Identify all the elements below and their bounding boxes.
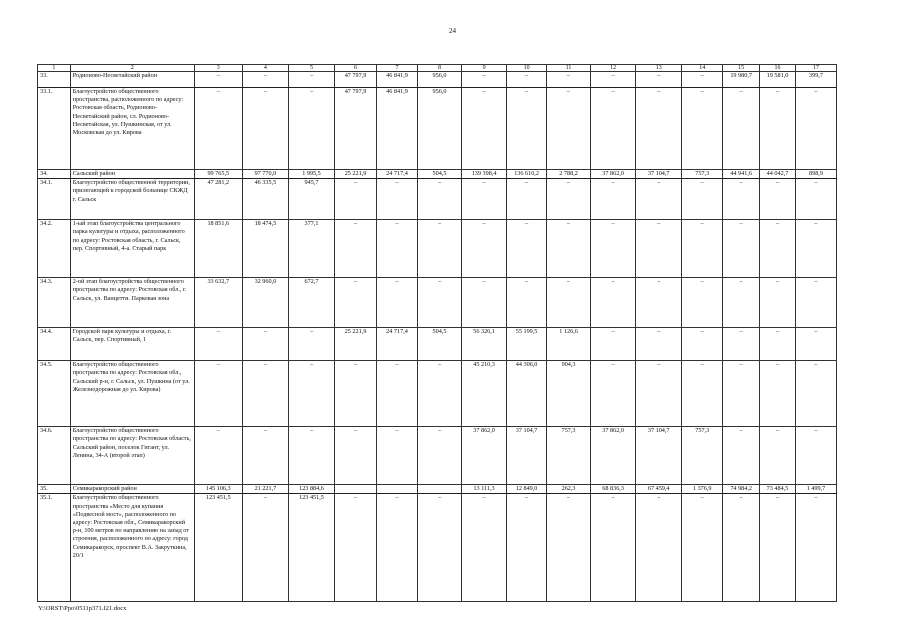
value-cell: 24 717,4 <box>377 170 418 179</box>
table-row <box>38 88 837 170</box>
value-cell: 1 376,9 <box>682 485 723 494</box>
value-cell: 45 210,3 <box>462 361 507 427</box>
row-id-cell: 35. <box>38 485 71 494</box>
column-number-cell: 12 <box>591 65 636 72</box>
value-cell: – <box>417 494 461 602</box>
value-cell: – <box>462 220 507 278</box>
row-id-cell: 34.3. <box>38 278 71 328</box>
value-cell: – <box>723 328 760 361</box>
value-cell: – <box>194 427 242 485</box>
row-name-cell: Благоустройство общественной территории, прилегающей к городской больнице СКЖД г. Сальск <box>70 179 194 220</box>
value-cell: – <box>417 427 461 485</box>
row-name-cell: Благоустройство общественного пространства «Место для купания «Подвесной мост», расположенного по адресу: Ростовская обл., Семикаракорский р-н, 100 метров по направлению на запад от строения, расположенного по адресу: город Семикаракорск, проспект В.А. Закруткина, 20/1 <box>70 494 194 602</box>
value-cell: 67 459,4 <box>636 485 682 494</box>
column-number-cell: 3 <box>194 65 242 72</box>
value-cell: 19 980,7 <box>723 72 760 88</box>
value-cell: – <box>760 361 796 427</box>
row-name-cell: 2-ой этап благоустройства общественного пространства по адресу: Ростовская обл., г. Сальск, ул. Ванцетти. Парковая зона <box>70 278 194 328</box>
value-cell: – <box>591 278 636 328</box>
value-cell: 757,3 <box>682 170 723 179</box>
value-cell: 68 836,3 <box>591 485 636 494</box>
value-cell: – <box>288 72 334 88</box>
value-cell: 32 960,0 <box>242 278 288 328</box>
value-cell: – <box>636 494 682 602</box>
value-cell: – <box>194 88 242 170</box>
value-cell: – <box>462 278 507 328</box>
value-cell: 47 797,9 <box>335 88 377 170</box>
value-cell: 399,7 <box>795 72 836 88</box>
value-cell: – <box>547 179 591 220</box>
row-id-cell: 33.1. <box>38 88 71 170</box>
value-cell: 18 851,6 <box>194 220 242 278</box>
column-number-cell: 14 <box>682 65 723 72</box>
value-cell: 44 941,6 <box>723 170 760 179</box>
file-path-footer: Y:\ORST\Ppo\0511p371.f21.docx <box>38 605 127 612</box>
value-cell: 13 111,3 <box>462 485 507 494</box>
value-cell: – <box>462 88 507 170</box>
value-cell: – <box>377 179 418 220</box>
column-number-cell: 9 <box>462 65 507 72</box>
row-id-cell: 34.5. <box>38 361 71 427</box>
value-cell: – <box>242 328 288 361</box>
row-name-cell: Семикаракорский район <box>70 485 194 494</box>
column-number-cell: 13 <box>636 65 682 72</box>
value-cell: 123 451,5 <box>288 494 334 602</box>
value-cell: 46 841,9 <box>377 88 418 170</box>
table-row <box>38 328 837 361</box>
value-cell: – <box>462 72 507 88</box>
value-cell: 139 398,4 <box>462 170 507 179</box>
value-cell: 33 632,7 <box>194 278 242 328</box>
row-id-cell: 34.6. <box>38 427 71 485</box>
value-cell: – <box>723 220 760 278</box>
value-cell: – <box>636 72 682 88</box>
value-cell: 37 862,0 <box>462 427 507 485</box>
value-cell: – <box>723 179 760 220</box>
table-row <box>38 427 837 485</box>
row-name-cell: Благоустройство общественного пространства, расположенного по адресу: Ростовская область, Родионово-Несветайский район, сл. Родионово-Несветайская, ул. Пушкинская, от ул. Московская до ул. Кирова <box>70 88 194 170</box>
value-cell: 1 995,5 <box>288 170 334 179</box>
value-cell: – <box>591 494 636 602</box>
value-cell: – <box>636 328 682 361</box>
column-number-cell: 11 <box>547 65 591 72</box>
value-cell: – <box>795 179 836 220</box>
value-cell: 47 797,9 <box>335 72 377 88</box>
value-cell: – <box>288 361 334 427</box>
value-cell: – <box>507 278 547 328</box>
column-number-row <box>38 65 837 72</box>
value-cell <box>335 485 377 494</box>
table-row <box>38 485 837 494</box>
value-cell: 898,9 <box>795 170 836 179</box>
value-cell: – <box>194 72 242 88</box>
value-cell: – <box>636 88 682 170</box>
value-cell: – <box>795 88 836 170</box>
value-cell: 757,3 <box>547 427 591 485</box>
value-cell: – <box>507 179 547 220</box>
value-cell: – <box>682 278 723 328</box>
value-cell: – <box>288 427 334 485</box>
value-cell: 757,3 <box>682 427 723 485</box>
row-name-cell: Благоустройство общественного пространства по адресу: Ростовская обл., Сальский р-н, г. Сальск, ул. Пушкина (от ул. Железнодорожная до ул. Кирова) <box>70 361 194 427</box>
table-row <box>38 170 837 179</box>
value-cell: 97 770,0 <box>242 170 288 179</box>
value-cell: 44 042,7 <box>760 170 796 179</box>
value-cell: – <box>417 220 461 278</box>
value-cell: – <box>795 328 836 361</box>
value-cell: 945,7 <box>288 179 334 220</box>
value-cell: – <box>591 88 636 170</box>
value-cell: 145 106,3 <box>194 485 242 494</box>
value-cell: – <box>760 427 796 485</box>
value-cell: – <box>417 278 461 328</box>
value-cell: – <box>242 494 288 602</box>
value-cell: 25 221,9 <box>335 170 377 179</box>
value-cell: 37 104,7 <box>636 170 682 179</box>
value-cell: – <box>591 361 636 427</box>
page-number: 24 <box>449 27 456 35</box>
value-cell: – <box>682 220 723 278</box>
value-cell: – <box>335 494 377 602</box>
value-cell: 672,7 <box>288 278 334 328</box>
value-cell: 1 499,7 <box>795 485 836 494</box>
value-cell: – <box>760 179 796 220</box>
value-cell: – <box>377 278 418 328</box>
value-cell: 99 765,5 <box>194 170 242 179</box>
value-cell: – <box>591 328 636 361</box>
value-cell: – <box>682 361 723 427</box>
value-cell: – <box>760 494 796 602</box>
value-cell: – <box>760 278 796 328</box>
value-cell: 55 199,5 <box>507 328 547 361</box>
table-row <box>38 494 837 602</box>
value-cell: – <box>547 278 591 328</box>
value-cell: – <box>760 328 796 361</box>
row-name-cell: Сальский район <box>70 170 194 179</box>
value-cell: – <box>417 179 461 220</box>
value-cell: – <box>288 328 334 361</box>
value-cell: 956,0 <box>417 72 461 88</box>
value-cell: – <box>242 361 288 427</box>
value-cell: – <box>760 220 796 278</box>
value-cell: – <box>723 278 760 328</box>
value-cell: – <box>760 88 796 170</box>
column-number-cell: 6 <box>335 65 377 72</box>
row-id-cell: 34. <box>38 170 71 179</box>
value-cell: 136 610,2 <box>507 170 547 179</box>
value-cell: – <box>242 72 288 88</box>
value-cell: – <box>242 427 288 485</box>
value-cell: – <box>547 220 591 278</box>
value-cell: – <box>335 220 377 278</box>
value-cell: – <box>462 494 507 602</box>
value-cell: – <box>591 72 636 88</box>
value-cell: 74 984,2 <box>723 485 760 494</box>
column-number-cell: 4 <box>242 65 288 72</box>
row-name-cell: Городской парк культуры и отдыха, г. Сальск, пер. Спортивный, 1 <box>70 328 194 361</box>
value-cell: 46 335,5 <box>242 179 288 220</box>
column-number-cell: 1 <box>38 65 71 72</box>
value-cell: – <box>377 427 418 485</box>
value-cell: – <box>682 328 723 361</box>
value-cell: 73 484,5 <box>760 485 796 494</box>
value-cell: 377,1 <box>288 220 334 278</box>
value-cell: 24 717,4 <box>377 328 418 361</box>
value-cell: 504,5 <box>417 328 461 361</box>
value-cell: – <box>335 427 377 485</box>
value-cell <box>417 485 461 494</box>
value-cell: 18 474,5 <box>242 220 288 278</box>
row-id-cell: 34.2. <box>38 220 71 278</box>
table-row <box>38 220 837 278</box>
value-cell: – <box>507 494 547 602</box>
value-cell <box>377 485 418 494</box>
column-number-cell: 7 <box>377 65 418 72</box>
row-name-cell: Благоустройство общественного пространства по адресу: Ростовская область, Сальский район, поселок Гигант, ул. Ленина, 34-А (второй этап) <box>70 427 194 485</box>
value-cell: – <box>335 278 377 328</box>
value-cell: 904,3 <box>547 361 591 427</box>
column-number-cell: 15 <box>723 65 760 72</box>
value-cell: 37 862,0 <box>591 427 636 485</box>
table-row <box>38 179 837 220</box>
value-cell: 19 581,0 <box>760 72 796 88</box>
value-cell: – <box>795 494 836 602</box>
value-cell: – <box>242 88 288 170</box>
value-cell: – <box>682 179 723 220</box>
row-name-cell: Родионово-Несветайский район <box>70 72 194 88</box>
row-id-cell: 35.1. <box>38 494 71 602</box>
value-cell: 123 451,5 <box>194 494 242 602</box>
value-cell: 25 221,9 <box>335 328 377 361</box>
value-cell: – <box>335 361 377 427</box>
value-cell: 46 841,9 <box>377 72 418 88</box>
value-cell: – <box>795 220 836 278</box>
value-cell: – <box>377 361 418 427</box>
value-cell: – <box>591 220 636 278</box>
value-cell: – <box>194 361 242 427</box>
value-cell: – <box>682 88 723 170</box>
value-cell: – <box>507 72 547 88</box>
value-cell: – <box>723 361 760 427</box>
value-cell: 504,5 <box>417 170 461 179</box>
column-number-cell: 5 <box>288 65 334 72</box>
value-cell: – <box>507 220 547 278</box>
row-id-cell: 34.4. <box>38 328 71 361</box>
value-cell: – <box>636 361 682 427</box>
value-cell: – <box>636 179 682 220</box>
value-cell: 1 126,6 <box>547 328 591 361</box>
value-cell: – <box>547 72 591 88</box>
value-cell: 47 281,2 <box>194 179 242 220</box>
value-cell: – <box>377 220 418 278</box>
value-cell: – <box>636 278 682 328</box>
value-cell: – <box>636 220 682 278</box>
column-number-cell: 8 <box>417 65 461 72</box>
row-id-cell: 33. <box>38 72 71 88</box>
value-cell: – <box>335 179 377 220</box>
value-cell: 37 104,7 <box>507 427 547 485</box>
value-cell: – <box>795 361 836 427</box>
value-cell: – <box>723 427 760 485</box>
value-cell: 12 849,0 <box>507 485 547 494</box>
value-cell: 21 221,7 <box>242 485 288 494</box>
value-cell: 44 306,0 <box>507 361 547 427</box>
table-body <box>38 65 837 602</box>
row-name-cell: 1-ый этап благоустройства центрального парка культуры и отдыха, расположенного по адресу: Ростовская область, г. Сальск, пер. Спортивный, 4-а. Старый парк <box>70 220 194 278</box>
value-cell: 37 862,0 <box>591 170 636 179</box>
value-cell: 956,0 <box>417 88 461 170</box>
column-number-cell: 10 <box>507 65 547 72</box>
value-cell: 37 104,7 <box>636 427 682 485</box>
value-cell: – <box>377 494 418 602</box>
value-cell: – <box>417 361 461 427</box>
row-id-cell: 34.1. <box>38 179 71 220</box>
value-cell: – <box>288 88 334 170</box>
value-cell: – <box>547 88 591 170</box>
value-cell: – <box>795 278 836 328</box>
table-row <box>38 361 837 427</box>
budget-table <box>37 64 837 602</box>
value-cell: – <box>682 72 723 88</box>
value-cell: – <box>795 427 836 485</box>
value-cell: 123 884,6 <box>288 485 334 494</box>
value-cell: – <box>547 494 591 602</box>
table-row <box>38 72 837 88</box>
value-cell: – <box>682 494 723 602</box>
column-number-cell: 17 <box>795 65 836 72</box>
value-cell: – <box>462 179 507 220</box>
value-cell: 56 326,1 <box>462 328 507 361</box>
value-cell: – <box>507 88 547 170</box>
value-cell: – <box>194 328 242 361</box>
value-cell: – <box>591 179 636 220</box>
value-cell: – <box>723 494 760 602</box>
value-cell: 262,3 <box>547 485 591 494</box>
table-row <box>38 278 837 328</box>
value-cell: – <box>723 88 760 170</box>
column-number-cell: 2 <box>70 65 194 72</box>
value-cell: 2 788,2 <box>547 170 591 179</box>
column-number-cell: 16 <box>760 65 796 72</box>
